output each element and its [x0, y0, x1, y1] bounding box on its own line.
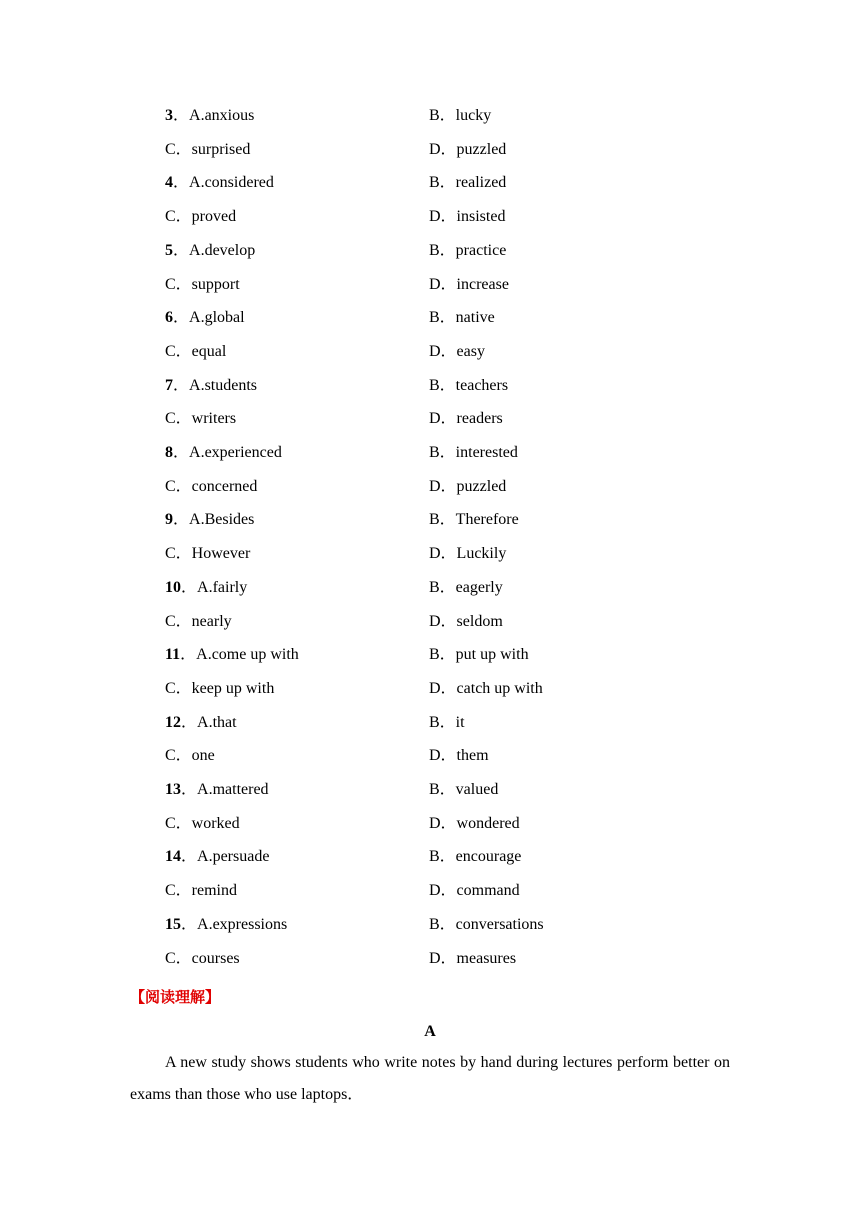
question-number: 11 — [165, 646, 181, 663]
option-a — [165, 442, 282, 464]
question-row — [165, 779, 725, 801]
option-a-text: A.expressions — [197, 916, 288, 933]
number-separator: ． — [181, 579, 198, 596]
question-row — [165, 644, 725, 666]
question-number: 3 — [165, 107, 173, 124]
option-b: B．Therefore — [429, 511, 519, 528]
option-a — [165, 375, 257, 397]
passage-paragraph: A new study shows students who write notes by hand during lectures perform better on exams than those who use laptops． — [130, 1054, 730, 1103]
question-number: 7 — [165, 377, 173, 394]
question-row — [165, 139, 725, 161]
option-a-text: A.global — [189, 309, 245, 326]
question-row — [165, 914, 725, 936]
option-a-text: A.persuade — [197, 848, 270, 865]
number-separator: ． — [173, 107, 190, 124]
option-d: D．catch up with — [429, 680, 543, 697]
option-a — [165, 644, 299, 666]
option-a-text: A.students — [189, 377, 258, 394]
option-c: C．equal — [165, 343, 227, 360]
option-b: B．put up with — [429, 646, 529, 663]
option-a — [165, 105, 254, 127]
question-row — [165, 509, 725, 531]
option-a — [165, 712, 237, 734]
question-row — [165, 880, 725, 902]
question-row — [165, 105, 725, 127]
option-a-text: A.that — [197, 714, 237, 731]
number-separator: ． — [173, 242, 190, 259]
question-row — [165, 712, 725, 734]
question-number: 12 — [165, 714, 181, 731]
option-b: B．it — [429, 714, 465, 731]
question-row — [165, 948, 725, 970]
option-b: B．conversations — [429, 916, 544, 933]
option-b: B．valued — [429, 781, 499, 798]
option-b: B．eagerly — [429, 579, 503, 596]
option-a — [165, 240, 255, 262]
option-b: B．realized — [429, 174, 507, 191]
option-b: B．lucky — [429, 107, 492, 124]
option-b: B．encourage — [429, 848, 522, 865]
option-a-text: A.fairly — [197, 579, 248, 596]
option-c: C．one — [165, 747, 215, 764]
question-row — [165, 442, 725, 464]
option-c: C．concerned — [165, 478, 258, 495]
option-c: C．keep up with — [165, 680, 275, 697]
number-separator: ． — [181, 714, 198, 731]
number-separator: ． — [173, 174, 190, 191]
question-row — [165, 206, 725, 228]
question-number: 6 — [165, 309, 173, 326]
option-d: D．Luckily — [429, 545, 507, 562]
option-a-text: A.anxious — [189, 107, 255, 124]
option-a — [165, 914, 287, 936]
option-a-text: A.Besides — [189, 511, 255, 528]
question-number: 8 — [165, 444, 173, 461]
option-c: C．remind — [165, 882, 237, 899]
option-c: C．proved — [165, 208, 237, 225]
option-d: D．easy — [429, 343, 485, 360]
passage-label: A — [424, 1023, 436, 1040]
option-a — [165, 307, 245, 329]
option-b: B．interested — [429, 444, 518, 461]
question-row — [165, 307, 725, 329]
option-c: C．worked — [165, 815, 240, 832]
question-row — [165, 678, 725, 700]
option-a-text: A.mattered — [197, 781, 269, 798]
question-row — [165, 611, 725, 633]
option-d: D．puzzled — [429, 141, 507, 158]
option-c: C．writers — [165, 410, 237, 427]
option-a — [165, 172, 274, 194]
option-c: C．nearly — [165, 613, 232, 630]
number-separator: ． — [181, 916, 198, 933]
number-separator: ． — [173, 444, 190, 461]
option-b: B．native — [429, 309, 495, 326]
question-row — [165, 577, 725, 599]
number-separator: ． — [173, 377, 190, 394]
question-number: 5 — [165, 242, 173, 259]
option-a — [165, 846, 269, 868]
question-number: 10 — [165, 579, 181, 596]
option-d: D．wondered — [429, 815, 520, 832]
question-number: 4 — [165, 174, 173, 191]
number-separator: ． — [181, 781, 198, 798]
option-a — [165, 509, 254, 531]
question-row — [165, 172, 725, 194]
option-a-text: A.experienced — [189, 444, 282, 461]
question-number: 14 — [165, 848, 181, 865]
question-row — [165, 375, 725, 397]
option-d: D．seldom — [429, 613, 503, 630]
number-separator: ． — [173, 309, 190, 326]
section-heading: 【阅读理解】 — [130, 988, 221, 1006]
number-separator: ． — [180, 646, 197, 663]
question-row — [165, 408, 725, 430]
question-number: 15 — [165, 916, 181, 933]
number-separator: ． — [173, 511, 190, 528]
option-d: D．readers — [429, 410, 503, 427]
question-row — [165, 341, 725, 363]
option-c: C．courses — [165, 950, 240, 967]
option-d: D．measures — [429, 950, 517, 967]
question-row — [165, 813, 725, 835]
option-c: C．support — [165, 276, 240, 293]
option-a — [165, 779, 269, 801]
option-a-text: A.considered — [189, 174, 274, 191]
question-number: 13 — [165, 781, 181, 798]
option-b: B．practice — [429, 242, 507, 259]
question-row — [165, 240, 725, 262]
option-d: D．command — [429, 882, 520, 899]
number-separator: ． — [181, 848, 198, 865]
question-row — [165, 274, 725, 296]
option-a-text: A.develop — [189, 242, 256, 259]
question-row — [165, 476, 725, 498]
question-row — [165, 543, 725, 565]
option-d: D．them — [429, 747, 489, 764]
option-a-text: A.come up with — [196, 646, 299, 663]
option-c: C．surprised — [165, 141, 251, 158]
option-d: D．insisted — [429, 208, 506, 225]
question-row — [165, 846, 725, 868]
option-d: D．puzzled — [429, 478, 507, 495]
question-row — [165, 745, 725, 767]
option-b: B．teachers — [429, 377, 509, 394]
question-number: 9 — [165, 511, 173, 528]
option-a — [165, 577, 247, 599]
option-d: D．increase — [429, 276, 509, 293]
option-c: C．However — [165, 545, 251, 562]
